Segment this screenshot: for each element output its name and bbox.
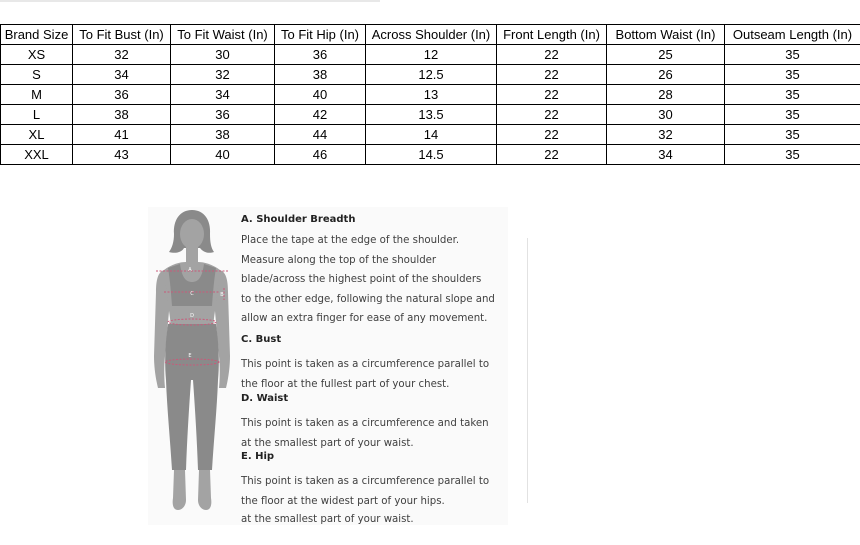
table-row <box>1 105 860 125</box>
hip-text-line: the floor at the widest part of your hips. <box>241 495 445 507</box>
waist-text-line: at the smallest part of your waist. <box>241 437 414 449</box>
table-cell: 22 <box>497 45 607 65</box>
table-cell: XL <box>1 125 73 145</box>
table-cell: 13 <box>366 85 497 105</box>
shoulder-text-line: Place the tape at the edge of the shoulder. <box>241 235 460 246</box>
table-cell: 22 <box>497 145 607 165</box>
table-cell: S <box>1 65 73 85</box>
table-cell: L <box>1 105 73 125</box>
shoulder-text-line: blade/across the highest point of the shoulders <box>241 274 482 285</box>
table-cell: XS <box>1 45 73 65</box>
bust-heading: C. Bust <box>241 334 282 345</box>
table-cell: 43 <box>73 145 171 165</box>
figure-face <box>180 219 204 249</box>
table-cell: 38 <box>275 65 366 85</box>
size-chart-table <box>0 24 860 165</box>
label-e: E <box>188 353 192 359</box>
table-cell: 34 <box>171 85 275 105</box>
table-cell: 30 <box>607 105 725 125</box>
hip-text-line: This point is taken as a circumference parallel to <box>241 476 490 487</box>
header-bottom-waist: Bottom Waist (In) <box>607 25 725 45</box>
table-cell: 38 <box>171 125 275 145</box>
header-shoulder: Across Shoulder (In) <box>366 25 497 45</box>
guide-divider <box>527 238 528 503</box>
body-measurement-figure <box>150 208 235 518</box>
bust-text-line: This point is taken as a circumference parallel to <box>241 359 490 370</box>
shoulder-text-line: to the other edge, following the natural slope and <box>241 293 495 305</box>
table-cell: 30 <box>171 45 275 65</box>
table-cell: 32 <box>171 65 275 85</box>
figure-leggings <box>165 324 219 470</box>
table-cell: 12.5 <box>366 65 497 85</box>
table-cell: 36 <box>275 45 366 65</box>
shoulder-text-line: Measure along the top of the shoulder <box>241 254 437 266</box>
table-cell: 22 <box>497 65 607 85</box>
hip-heading: E. Hip <box>241 451 275 462</box>
table-header-row <box>1 25 860 45</box>
table-cell: 32 <box>607 125 725 145</box>
table-cell: 35 <box>725 145 860 165</box>
table-row <box>1 45 860 65</box>
table-cell: 35 <box>725 85 860 105</box>
table-cell: 32 <box>73 45 171 65</box>
header-brand-size: Brand Size <box>1 25 73 45</box>
table-cell: 36 <box>73 85 171 105</box>
table-cell: 14.5 <box>366 145 497 165</box>
waist-heading: D. Waist <box>241 393 289 404</box>
figure-right-foot <box>198 470 211 510</box>
shoulder-text-line: allow an extra finger for ease of any movement. <box>241 313 488 324</box>
waist-text-line: This point is taken as a circumference and taken <box>241 418 489 429</box>
header-front-length: Front Length (In) <box>497 25 607 45</box>
header-outseam-length: Outseam Length (In) <box>725 25 860 45</box>
table-cell: 35 <box>725 45 860 65</box>
table-cell: 28 <box>607 85 725 105</box>
table-cell: 35 <box>725 105 860 125</box>
table-cell: 38 <box>73 105 171 125</box>
table-row <box>1 125 860 145</box>
table-row <box>1 65 860 85</box>
header-waist: To Fit Waist (In) <box>171 25 275 45</box>
table-cell: 35 <box>725 125 860 145</box>
table-cell: 12 <box>366 45 497 65</box>
bust-section <box>241 333 521 394</box>
table-cell: 14 <box>366 125 497 145</box>
shoulder-heading: A. Shoulder Breadth <box>241 214 356 225</box>
header-bust: To Fit Bust (In) <box>73 25 171 45</box>
label-c: C <box>190 291 194 297</box>
table-row <box>1 85 860 105</box>
shoulder-section <box>241 213 521 329</box>
table-cell: 34 <box>607 145 725 165</box>
table-cell: M <box>1 85 73 105</box>
header-hip: To Fit Hip (In) <box>275 25 366 45</box>
table-row <box>1 145 860 165</box>
table-cell: 25 <box>607 45 725 65</box>
table-cell: 42 <box>275 105 366 125</box>
table-cell: 34 <box>73 65 171 85</box>
hip-text-line: at the smallest part of your waist. <box>241 514 414 525</box>
table-cell: 41 <box>73 125 171 145</box>
table-cell: 40 <box>275 85 366 105</box>
table-cell: 40 <box>171 145 275 165</box>
table-cell: 46 <box>275 145 366 165</box>
table-cell: 13.5 <box>366 105 497 125</box>
table-cell: 26 <box>607 65 725 85</box>
top-divider <box>0 0 380 2</box>
waist-section <box>241 392 521 453</box>
label-a: A <box>188 267 192 273</box>
figure-left-foot <box>173 470 186 510</box>
table-cell: 22 <box>497 125 607 145</box>
table-cell: 22 <box>497 85 607 105</box>
table-cell: 22 <box>497 105 607 125</box>
bust-text-line: the floor at the fullest part of your chest. <box>241 378 450 390</box>
table-cell: 35 <box>725 65 860 85</box>
table-cell: 44 <box>275 125 366 145</box>
label-d: D <box>190 313 194 319</box>
figure-neck <box>186 246 198 262</box>
hip-section <box>241 450 521 528</box>
table-cell: 36 <box>171 105 275 125</box>
table-cell: XXL <box>1 145 73 165</box>
label-b: B <box>220 292 224 298</box>
